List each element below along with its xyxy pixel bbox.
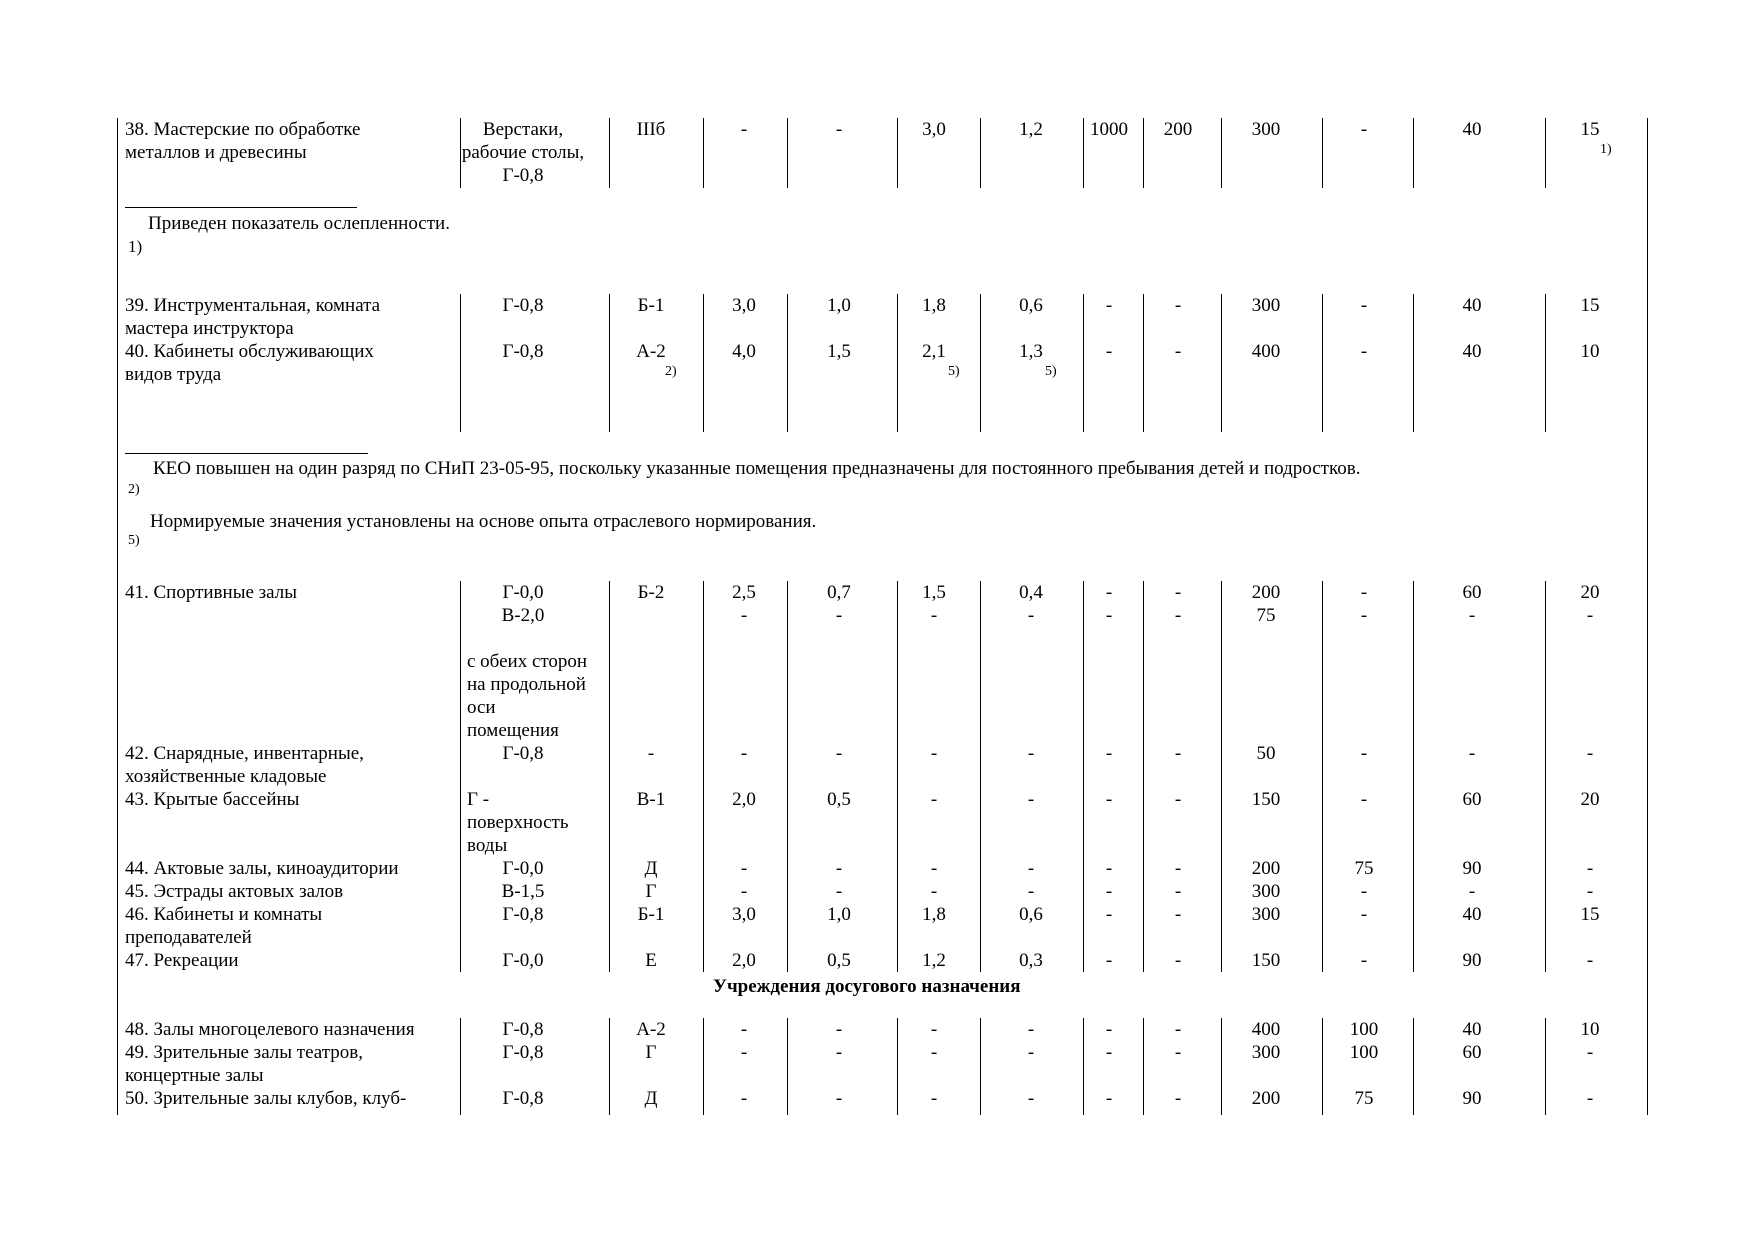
table-cell: 3,0 [732, 904, 756, 925]
table-cell: 10 [1580, 1019, 1600, 1040]
row-name: мастера инструктора [125, 318, 294, 339]
footnote-2-text: КЕО повышен на один разряд по СНиП 23-05-95, поскольку указанные помещения предназначены для постоянного пребывания детей и подростков. [153, 458, 1361, 479]
row-name: 39. Инструментальная, комната [125, 295, 381, 316]
table-cell: 200 [1251, 582, 1281, 603]
table-cell: - [1174, 950, 1182, 971]
table-cell: - [1105, 1019, 1113, 1040]
row-surface: Г-0,0 [502, 950, 544, 971]
table-cell: - [1105, 904, 1113, 925]
table-cell: Б-2 [637, 582, 665, 603]
table-cell: - [1360, 341, 1368, 362]
table-cell: - [930, 605, 938, 626]
table-cell: 1,2 [1019, 119, 1043, 140]
table-cell: 2,0 [732, 950, 756, 971]
row-name: преподавателей [125, 927, 252, 948]
table-cell: - [1174, 858, 1182, 879]
table-cell: 150 [1251, 789, 1281, 810]
table-cell: - [1027, 1019, 1035, 1040]
table-cell: - [1174, 582, 1182, 603]
table-cell: - [1586, 950, 1594, 971]
row-surface: Г-0,8 [502, 295, 544, 316]
table-cell: Д [644, 1088, 658, 1109]
row-name: 40. Кабинеты обслуживающих [125, 341, 374, 362]
table-cell: 1,0 [827, 904, 851, 925]
table-cell: - [835, 1019, 843, 1040]
table-cell: - [1360, 582, 1368, 603]
table-cell: 1,3 [1019, 341, 1043, 362]
table-cell: - [1105, 858, 1113, 879]
table-cell: 300 [1251, 881, 1281, 902]
table-cell: 300 [1251, 1042, 1281, 1063]
table-cell: - [1586, 1042, 1594, 1063]
table-cell: 3,0 [922, 119, 946, 140]
table-cell: 1000 [1090, 119, 1128, 140]
table-cell: 0,5 [827, 950, 851, 971]
table-cell: - [1105, 341, 1113, 362]
table-cell: - [740, 858, 748, 879]
table-cell: А-2 [636, 1019, 666, 1040]
table-cell: - [835, 1088, 843, 1109]
table-left-border [117, 118, 118, 1115]
row-surface: В-1,5 [501, 881, 545, 902]
table-cell: 10 [1580, 341, 1600, 362]
row-surface: воды [467, 835, 508, 856]
section-header: Учреждения досугового назначения [713, 976, 1021, 997]
row-name: металлов и древесины [125, 142, 307, 163]
row-surface: Г-0,8 [502, 743, 544, 764]
table-cell: 400 [1251, 341, 1281, 362]
table-cell: - [1468, 743, 1476, 764]
table-cell: 0,3 [1019, 950, 1043, 971]
table-cell: 0,4 [1019, 582, 1043, 603]
table-cell: - [647, 743, 655, 764]
table-cell: - [1174, 605, 1182, 626]
table-cell: - [930, 1088, 938, 1109]
table-cell: 0,5 [827, 789, 851, 810]
table-cell: 3,0 [732, 295, 756, 316]
table-cell: 150 [1251, 950, 1281, 971]
table-cell: - [835, 1042, 843, 1063]
table-cell: - [1360, 743, 1368, 764]
table-cell: - [740, 605, 748, 626]
table-cell: - [1586, 743, 1594, 764]
table-cell: - [740, 119, 748, 140]
table-cell: Г [645, 1042, 657, 1063]
table-cell: 1,0 [827, 295, 851, 316]
table-cell: - [1027, 605, 1035, 626]
table-cell: 15 [1580, 119, 1600, 140]
table-cell: - [1105, 295, 1113, 316]
table-cell: - [1027, 1088, 1035, 1109]
table-cell: - [835, 858, 843, 879]
table-cell: 20 [1580, 582, 1600, 603]
table-cell: - [835, 881, 843, 902]
row-surface: рабочие столы, [461, 142, 585, 163]
table-cell: - [1174, 341, 1182, 362]
row-name: хозяйственные кладовые [125, 766, 327, 787]
table-cell: Г [645, 881, 657, 902]
row-name: 50. Зрительные залы клубов, клуб- [125, 1088, 407, 1109]
table-cell: 1,8 [922, 295, 946, 316]
table-cell: 90 [1462, 858, 1482, 879]
table-cell: - [1468, 881, 1476, 902]
table-cell: - [1360, 605, 1368, 626]
table-cell: - [1174, 295, 1182, 316]
table-cell: - [1105, 950, 1113, 971]
table-cell: 60 [1462, 1042, 1482, 1063]
table-cell: 40 [1462, 1019, 1482, 1040]
table-cell: 75 [1256, 605, 1276, 626]
table-cell: 90 [1462, 950, 1482, 971]
footnote-ref: 5) [948, 364, 960, 379]
table-cell: 1,5 [827, 341, 851, 362]
table-cell: - [1027, 743, 1035, 764]
table-cell: 50 [1256, 743, 1276, 764]
table-cell: 100 [1349, 1019, 1379, 1040]
table-cell: 1,8 [922, 904, 946, 925]
footnote-ref: 1) [1600, 142, 1612, 157]
row-name: видов труда [125, 364, 222, 385]
table-cell: Б-1 [637, 295, 665, 316]
table-cell: 300 [1251, 904, 1281, 925]
footnote-rule [125, 453, 368, 454]
table-cell: А-2 [636, 341, 666, 362]
table-cell: - [1586, 605, 1594, 626]
footnote-ref: 2) [665, 364, 677, 379]
row-name: 44. Актовые залы, киноаудитории [125, 858, 399, 879]
row-surface-note: помещения [467, 720, 559, 741]
row-name: концертные залы [125, 1065, 264, 1086]
row-name: 48. Залы многоцелевого назначения [125, 1019, 415, 1040]
table-cell: В-1 [636, 789, 666, 810]
table-cell: 200 [1163, 119, 1193, 140]
table-cell: - [930, 881, 938, 902]
table-cell: - [1360, 119, 1368, 140]
table-cell: - [930, 1019, 938, 1040]
table-cell: Б-1 [637, 904, 665, 925]
table-cell: - [1027, 1042, 1035, 1063]
table-cell: - [1105, 789, 1113, 810]
row-name: 41. Спортивные залы [125, 582, 298, 603]
table-cell: - [1174, 1088, 1182, 1109]
table-cell: 2,5 [732, 582, 756, 603]
row-name: 45. Эстрады актовых залов [125, 881, 344, 902]
row-surface: поверхность [467, 812, 569, 833]
row-surface: Г-0,8 [502, 1042, 544, 1063]
table-cell: 2,1 [922, 341, 946, 362]
table-cell: 400 [1251, 1019, 1281, 1040]
table-cell: 15 [1580, 295, 1600, 316]
footnote-1-text: Приведен показатель ослепленности. [148, 213, 450, 234]
table-cell: - [1174, 743, 1182, 764]
row-name: 49. Зрительные залы театров, [125, 1042, 363, 1063]
table-cell: - [740, 743, 748, 764]
row-surface: Г-0,8 [502, 1088, 544, 1109]
table-cell: 2,0 [732, 789, 756, 810]
row-surface-note: оси [467, 697, 496, 718]
table-cell: 60 [1462, 789, 1482, 810]
table-cell: 75 [1354, 858, 1374, 879]
table-cell: - [835, 119, 843, 140]
table-cell: - [930, 858, 938, 879]
table-cell: 0,6 [1019, 904, 1043, 925]
table-cell: - [740, 1088, 748, 1109]
table-cell: - [1174, 904, 1182, 925]
table-cell: - [835, 605, 843, 626]
table-cell: - [1586, 1088, 1594, 1109]
row-surface: Г-0,0 [502, 858, 544, 879]
table-cell: 40 [1462, 341, 1482, 362]
footnote-rule [125, 207, 357, 208]
footnote-5-mark: 5) [128, 533, 140, 548]
table-cell: 200 [1251, 1088, 1281, 1109]
table-cell: 1,2 [922, 950, 946, 971]
table-cell: 0,7 [827, 582, 851, 603]
table-cell: - [1105, 605, 1113, 626]
row-surface: Г-0,8 [502, 904, 544, 925]
table-cell: - [1027, 881, 1035, 902]
row-surface: Г-0,8 [502, 341, 544, 362]
row-surface: В-2,0 [501, 605, 545, 626]
row-name: 38. Мастерские по обработке [125, 119, 361, 140]
table-cell: - [1174, 1019, 1182, 1040]
table-cell: - [930, 1042, 938, 1063]
row-name: 43. Крытые бассейны [125, 789, 300, 810]
table-cell: 60 [1462, 582, 1482, 603]
table-cell: 4,0 [732, 341, 756, 362]
table-cell: - [740, 1019, 748, 1040]
table-cell: - [1105, 582, 1113, 603]
table-cell: - [1468, 605, 1476, 626]
table-cell: IIIб [636, 119, 666, 140]
row-surface: Г-0,8 [502, 1019, 544, 1040]
row-surface: Верстаки, [482, 119, 564, 140]
table-cell: 40 [1462, 904, 1482, 925]
row-surface: Г - [467, 789, 490, 810]
table-cell: - [1360, 789, 1368, 810]
footnote-5-text: Нормируемые значения установлены на основе опыта отраслевого нормирования. [150, 511, 817, 532]
table-cell: - [1174, 789, 1182, 810]
table-cell: Д [644, 858, 658, 879]
table-cell: 15 [1580, 904, 1600, 925]
table-cell: - [1174, 1042, 1182, 1063]
table-cell: - [1174, 881, 1182, 902]
table-cell: - [740, 881, 748, 902]
table-cell: - [1360, 950, 1368, 971]
row-surface: Г-0,8 [502, 165, 544, 186]
row-name: 46. Кабинеты и комнаты [125, 904, 323, 925]
table-cell: - [1105, 743, 1113, 764]
table-cell: 90 [1462, 1088, 1482, 1109]
table-cell: - [1105, 1042, 1113, 1063]
row-surface: Г-0,0 [502, 582, 544, 603]
table-cell: 20 [1580, 789, 1600, 810]
table-cell: 1,5 [922, 582, 946, 603]
table-cell: - [1105, 1088, 1113, 1109]
row-surface-note: на продольной [467, 674, 586, 695]
table-cell: - [1586, 881, 1594, 902]
table-cell: - [1027, 858, 1035, 879]
table-cell: Е [645, 950, 657, 971]
footnote-ref: 5) [1045, 364, 1057, 379]
table-cell: - [1586, 858, 1594, 879]
table-cell: 200 [1251, 858, 1281, 879]
table-cell: 40 [1462, 119, 1482, 140]
table-cell: - [1105, 881, 1113, 902]
table-cell: 300 [1251, 295, 1281, 316]
row-name: 47. Рекреации [125, 950, 239, 971]
table-cell: - [930, 743, 938, 764]
table-cell: - [1360, 881, 1368, 902]
row-surface-note: с обеих сторон [467, 651, 588, 672]
table-cell: - [1360, 904, 1368, 925]
table-cell: 100 [1349, 1042, 1379, 1063]
table-cell: 40 [1462, 295, 1482, 316]
table-cell: 75 [1354, 1088, 1374, 1109]
table-cell: - [1360, 295, 1368, 316]
table-cell: 0,6 [1019, 295, 1043, 316]
row-name: 42. Снарядные, инвентарные, [125, 743, 364, 764]
footnote-1-mark: 1) [128, 237, 143, 256]
footnote-2-mark: 2) [128, 482, 140, 497]
table-cell: - [835, 743, 843, 764]
table-cell: 300 [1251, 119, 1281, 140]
table-cell: - [1027, 789, 1035, 810]
table-cell: - [740, 1042, 748, 1063]
table-cell: - [930, 789, 938, 810]
